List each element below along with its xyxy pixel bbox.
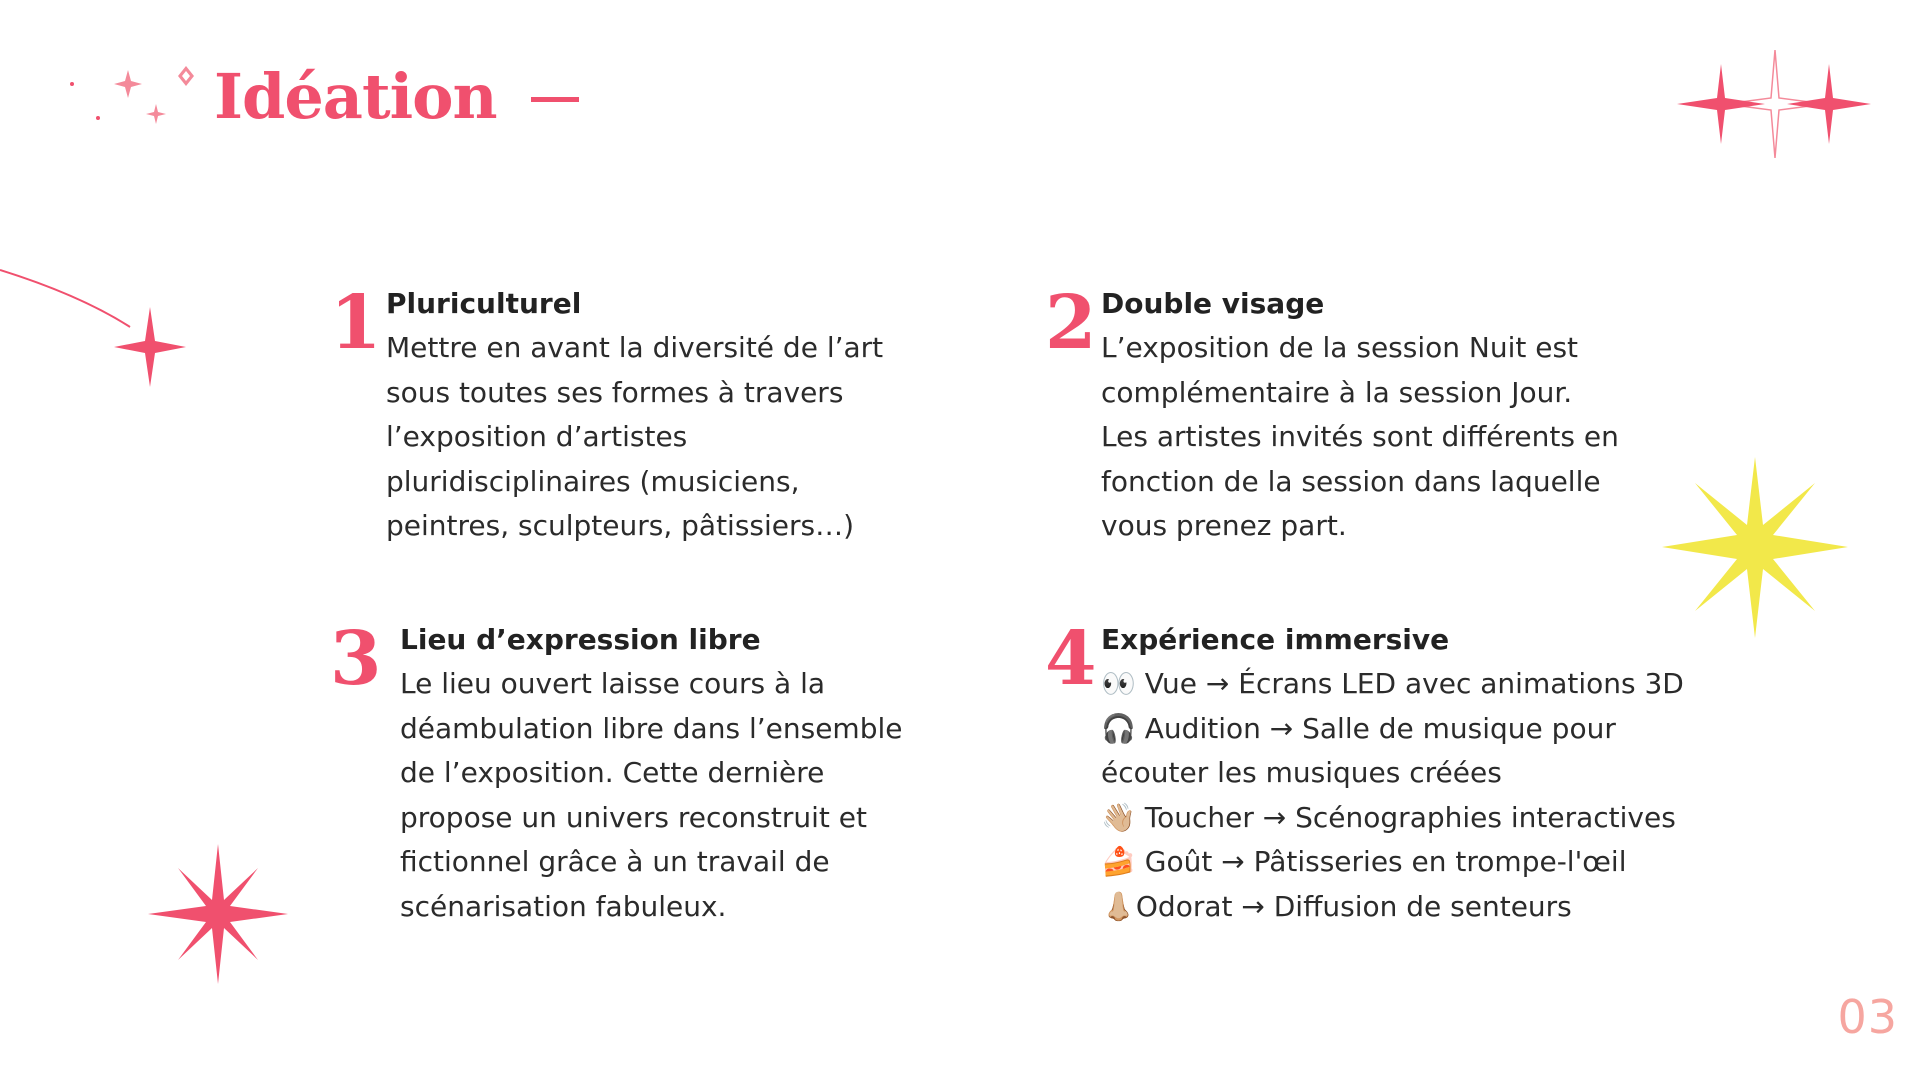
sparkles-cluster-icon (60, 56, 210, 136)
block-content (400, 618, 930, 929)
idea-block-3 (330, 618, 930, 929)
block-text-line: complémentaire à la session Jour. (1101, 375, 1573, 409)
block-text-line: de l’exposition. Cette dernière (400, 756, 825, 789)
headphones-icon: 🎧 (1101, 711, 1136, 745)
nose-icon: 👃🏼 (1101, 889, 1136, 923)
title-dash (531, 97, 579, 102)
sense-text: Goût → Pâtisseries en trompe-l'œil (1135, 845, 1627, 878)
block-text-line: fonction de la session dans laquelle (1101, 464, 1601, 498)
block-text-line: propose un univers reconstruit et (400, 800, 867, 834)
block-text-line: l’exposition d’artistes (386, 420, 688, 453)
yellow-star-icon (1660, 455, 1850, 644)
idea-block-4 (1045, 618, 1745, 929)
block-text-line: peintres, sculpteurs, pâtissiers…) (386, 509, 855, 542)
idea-block-2 (1045, 282, 1685, 549)
block-content (1101, 282, 1685, 549)
page-title: Idéation (214, 59, 497, 133)
block-number: 1 (330, 280, 382, 366)
moon-shooting-star-icon (0, 265, 260, 469)
waving-hand-icon: 👋🏼 (1101, 800, 1136, 834)
block-number: 4 (1045, 616, 1097, 702)
sense-text: Audition → Salle de musique pour (1135, 711, 1616, 745)
block-text-line: Les artistes invités sont différents en (1101, 420, 1619, 453)
idea-block-1 (330, 282, 920, 549)
block-text-line: pluridisciplinaires (musiciens, (386, 464, 800, 498)
page-number: 03 (1837, 990, 1898, 1044)
sense-text: Odorat → Diffusion de senteurs (1135, 889, 1572, 923)
sense-line-hearing-cont (1101, 751, 1745, 796)
sense-text: écouter les musiques créées (1101, 756, 1502, 789)
sense-text: Toucher → Scénographies interactives (1135, 800, 1676, 834)
sense-line-hearing (1101, 707, 1745, 752)
eyes-icon: 👀 (1101, 667, 1136, 700)
block-text-line: déambulation libre dans l’ensemble (400, 711, 903, 745)
block-content (1101, 618, 1745, 929)
double-sparkle-icon (1675, 50, 1875, 164)
sense-line-taste (1101, 840, 1745, 885)
block-number: 2 (1045, 280, 1097, 366)
block-heading: Pluriculturel (386, 287, 582, 320)
block-text-line: Mettre en avant la diversité de l’art (386, 331, 884, 364)
block-number: 3 (330, 616, 382, 702)
block-text-line: L’exposition de la session Nuit est (1101, 331, 1579, 364)
block-heading: Lieu d’expression libre (400, 623, 761, 656)
block-content (386, 282, 920, 549)
block-heading: Expérience immersive (1101, 623, 1450, 656)
block-text-line: vous prenez part. (1101, 509, 1347, 542)
sense-line-sight (1101, 662, 1745, 707)
block-heading: Double visage (1101, 287, 1325, 320)
sense-text: Vue → Écrans LED avec animations 3D (1135, 667, 1684, 700)
block-text-line: fictionnel grâce à un travail de (400, 845, 830, 878)
block-text-line: Le lieu ouvert laisse cours à la (400, 667, 826, 700)
sense-line-touch (1101, 796, 1745, 841)
pink-star-icon (146, 842, 290, 990)
block-text-line: scénarisation fabuleux. (400, 889, 727, 923)
block-text-line: sous toutes ses formes à travers (386, 375, 844, 409)
title-row (60, 56, 579, 136)
cake-icon: 🍰 (1101, 845, 1136, 878)
sense-line-smell (1101, 885, 1745, 930)
